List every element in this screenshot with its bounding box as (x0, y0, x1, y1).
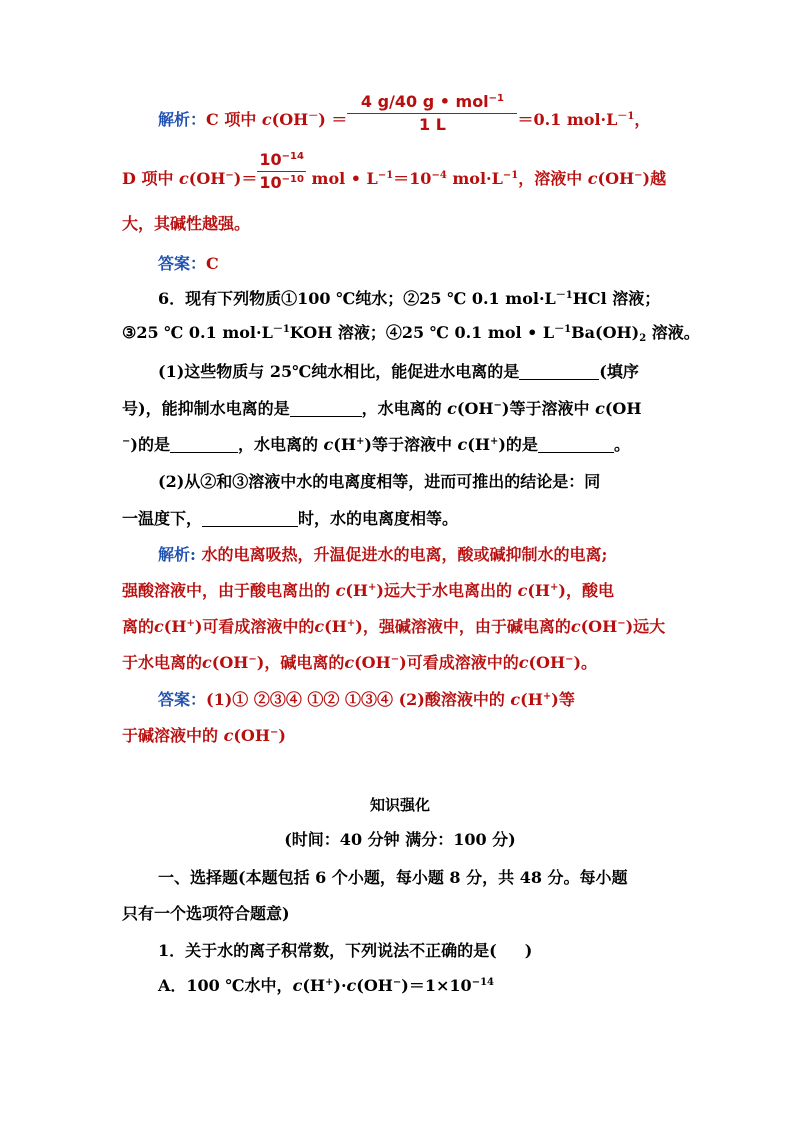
q1-option-a: A．100 ℃水中，$c(H^+)\cdot c(OH^-)=1\times 10^{-14}$ (158, 976, 494, 995)
analysis-c-line: 解析：C 项中 c(OH－) ＝ $\frac{4 g/40 g • mol^{-1}}{1 L}$ ＝0.1 $mol\cdot L^{-1}$， (158, 92, 651, 134)
q6-line2: ③25 ℃ 0.1 $mol\cdot L^{-1}KOH$ 溶液；④25 ℃ 0.1 mol • $L^{-1}Ba(OH)_2$ 溶液。 (122, 323, 700, 344)
analysis6-line3: 离的c(H+)可看成溶液中的c(H+)，强碱溶液中，由于碱电离的c(OH−)远大 (122, 617, 666, 636)
q6-p1-line3: −)的是 ，水电离的 c(H+)等于溶液中 c(H+)的是 。 (122, 435, 630, 454)
q6-line1: 6．现有下列物质①100 ℃纯水；②25 ℃ 0.1 $mol\cdot L^{-1}HCl$ 溶液； (158, 289, 661, 308)
answer-blank-2[interactable] (290, 399, 362, 417)
answer6-line2: 于碱溶液中的 c(OH−) (122, 726, 286, 745)
analysis6-line2: 强酸溶液中，由于酸电离出的 c(H+)远大于水电离出的 c(H+)，酸电 (122, 581, 614, 600)
part1-title: 一、选择题 (158, 868, 239, 887)
q6-p2-line2: 一温度下， 时，水的电离度相等。 (122, 509, 459, 528)
fraction-d: $\frac{10^{-14}}{10^{-10}}$ (259, 150, 304, 192)
answer-blank-1[interactable] (519, 362, 599, 380)
q6-p2-line1: (2)从②和③溶液中水的电离度相等，进而可推出的结论是：同 (158, 472, 601, 491)
answer-blank-4[interactable] (538, 435, 614, 453)
answer6-line1: 答案：(1)① ②③④ ①② ①③④ (2)酸溶液中的 c(H+)等 (158, 690, 575, 709)
answer-blank-3[interactable] (170, 435, 238, 453)
part1-line2: 只有一个选项符合题意) (122, 904, 290, 923)
fraction-c: $\frac{4 g/40 g • mol^{-1}}{1 L}$ (347, 92, 517, 135)
section-title: 知识强化 (369, 796, 430, 814)
analysis-label: 解析： (158, 110, 207, 129)
q1-stem: 1．关于水的离子积常数，下列说法不正确的是( ) (158, 941, 533, 960)
analysis6-line1: 解析: 水的电离吸热，升温促进水的电离，酸或碱抑制水的电离; (158, 545, 608, 564)
q6-p1-line2: 号)，能抑制水电离的是 ，水电离的 c(OH−)等于溶液中 c(OH (122, 399, 642, 418)
answer-blank-5[interactable] (202, 509, 298, 527)
answer-label: 答案： (158, 254, 207, 273)
answer-label: 答案： (158, 690, 207, 709)
analysis-d-line: D 项中 c(OH−)＝ $\frac{10^{-14}}{10^{-10}}$ mol • $L^{-1}=10^{-4}$ $mol\cdot L^{-1}$，溶液中 c(OH−)越 (122, 150, 667, 192)
analysis-d-line2: 大，其碱性越强。 (122, 214, 251, 233)
part1-line1: 一、选择题(本题包括 6 个小题，每小题 8 分，共 48 分。每小题 (158, 868, 628, 887)
answer5-line: 答案：C (158, 254, 219, 273)
section-time: (时间：40 分钟 满分：100 分) (284, 830, 516, 849)
analysis6-line4: 于水电离的c(OH−)，碱电离的c(OH−)可看成溶液中的c(OH−)。 (122, 653, 598, 672)
analysis-label: 解析: (158, 545, 196, 564)
q6-p1-line1: (1)这些物质与 25℃纯水相比，能促进水电离的是 (填序 (158, 362, 639, 381)
